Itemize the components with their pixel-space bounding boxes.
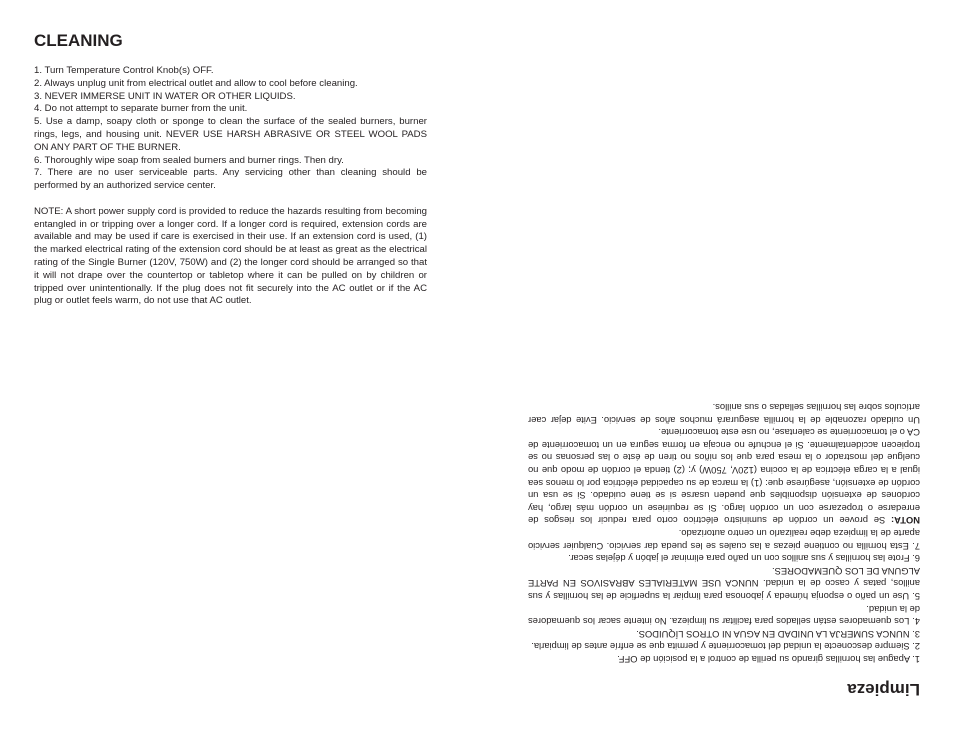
nota-body: Se provee un cordón de suministro eléctrico corto para reducir los riesgos de enredarse o tropezarse con un cordón largo. Si se requiriese un cordón más largo, hay cordones de extensión disponibles que pueden usarse si se tiene cuidado. Si se usa un cordón de extensión, asegúrese que: (1) la marca de su capacidad eléctrica por lo menos sea igual a la carga eléctrica de la cocina (120V, 750W) y; (2) tienda el cordón de modo que no cuelgue del mostrador o la mesa para que los niños no tiren de éste o las personas no se tropiecen accidentalmente. Si el enchufe no encaja en forma segura en un tomacorriente de CA o el tomacorriente se calentase, no use este tomacorriente. bbox=[528, 427, 920, 527]
limpieza-step-2: 2. Siempre desconecte la unidad del tomacorriente y permita que se enfríe antes de limpiarla. bbox=[531, 641, 920, 653]
cleaning-step-1: 1. Turn Temperature Control Knob(s) OFF. bbox=[34, 65, 214, 76]
spanish-cleaning-section-rotated bbox=[528, 324, 920, 700]
limpieza-step-7: 7. Esta hornilla no contiene piezas a las cuales se les pueda dar servicio. Cualquier servicio aparte de la limpieza debe realizarlo un centro autorizado. bbox=[528, 528, 920, 552]
limpieza-step-6: 6. Frote las hornillas y sus anillos con un paño para eliminar el jabón y déjelas secar. bbox=[568, 553, 920, 565]
closing-paragraph: Un cuidado razonable de la hornilla asegurará muchos años de servicio. Evite dejar caer artículos sobre las hornillas selladas o sus anillos. bbox=[528, 402, 920, 426]
limpieza-heading: Limpieza bbox=[847, 680, 920, 699]
nota-paragraph bbox=[528, 426, 920, 527]
cleaning-step-5: 5. Use a damp, soapy cloth or sponge to clean the surface of the sealed burners, burner rings, legs, and housing unit. NEVER USE HARSH ABRASIVE OR STEEL WOOL PADS ON ANY PART OF THE BURNER. bbox=[34, 116, 427, 153]
cleaning-step-7: 7. There are no user serviceable parts. Any servicing other than cleaning should be performed by an authorized service center. bbox=[34, 167, 427, 192]
cleaning-step-4: 4. Do not attempt to separate burner from the unit. bbox=[34, 103, 248, 115]
limpieza-step-5: 5. Use un paño o esponja húmeda y jabonosa para limpiar la superficie de las hornillas y sus anillos, patas y casco de la unidad. NUNCA USE MATERIALES ABRASIVOS EN PARTE ALGUNA DE LOS QUEMADORES. bbox=[528, 565, 920, 603]
limpieza-steps-list bbox=[528, 526, 920, 665]
limpieza-step-4: 4. Los quemadores están sellados para facilitar su limpieza. No intente sacar los quemadores de la unidad. bbox=[528, 603, 920, 628]
limpieza-step-3: 3. NUNCA SUMERJA LA UNIDAD EN AGUA NI OTROS LÍQUIDOS. bbox=[636, 628, 920, 640]
cleaning-heading: CLEANING bbox=[34, 31, 123, 50]
english-cleaning-section bbox=[34, 30, 427, 308]
cord-note bbox=[34, 206, 427, 308]
nota-label: NOTA: bbox=[891, 515, 920, 527]
cleaning-steps-list bbox=[34, 65, 427, 193]
cleaning-step-3: 3. NEVER IMMERSE UNIT IN WATER OR OTHER LIQUIDS. bbox=[34, 90, 296, 102]
cleaning-step-2: 2. Always unplug unit from electrical outlet and allow to cool before cleaning. bbox=[34, 77, 358, 89]
cleaning-step-6: 6. Thoroughly wipe soap from sealed burners and burner rings. Then dry. bbox=[34, 154, 344, 166]
cord-note-text: NOTE: A short power supply cord is provided to reduce the hazards resulting from becoming entangled in or tripping over a longer cord. If a longer cord is required, extension cords are available and may be used if care is exercised in their use. If an extension cord is used, (1) the marked electrical rating of the extension cord should be at least as great as the electrical rating of the Single Burner (120V, 750W) and (2) the longer cord should be arranged so that it will not drape over the countertop or tabletop where it can be pulled on by children or tripped over unintentionally. If the plug does not fit securely into the AC outlet or if the AC plug or outlet feels warm, do not use that AC outlet. bbox=[34, 205, 427, 307]
limpieza-step-1: 1. Apague las hornillas girando su perilla de control a la posición de OFF. bbox=[617, 654, 920, 665]
